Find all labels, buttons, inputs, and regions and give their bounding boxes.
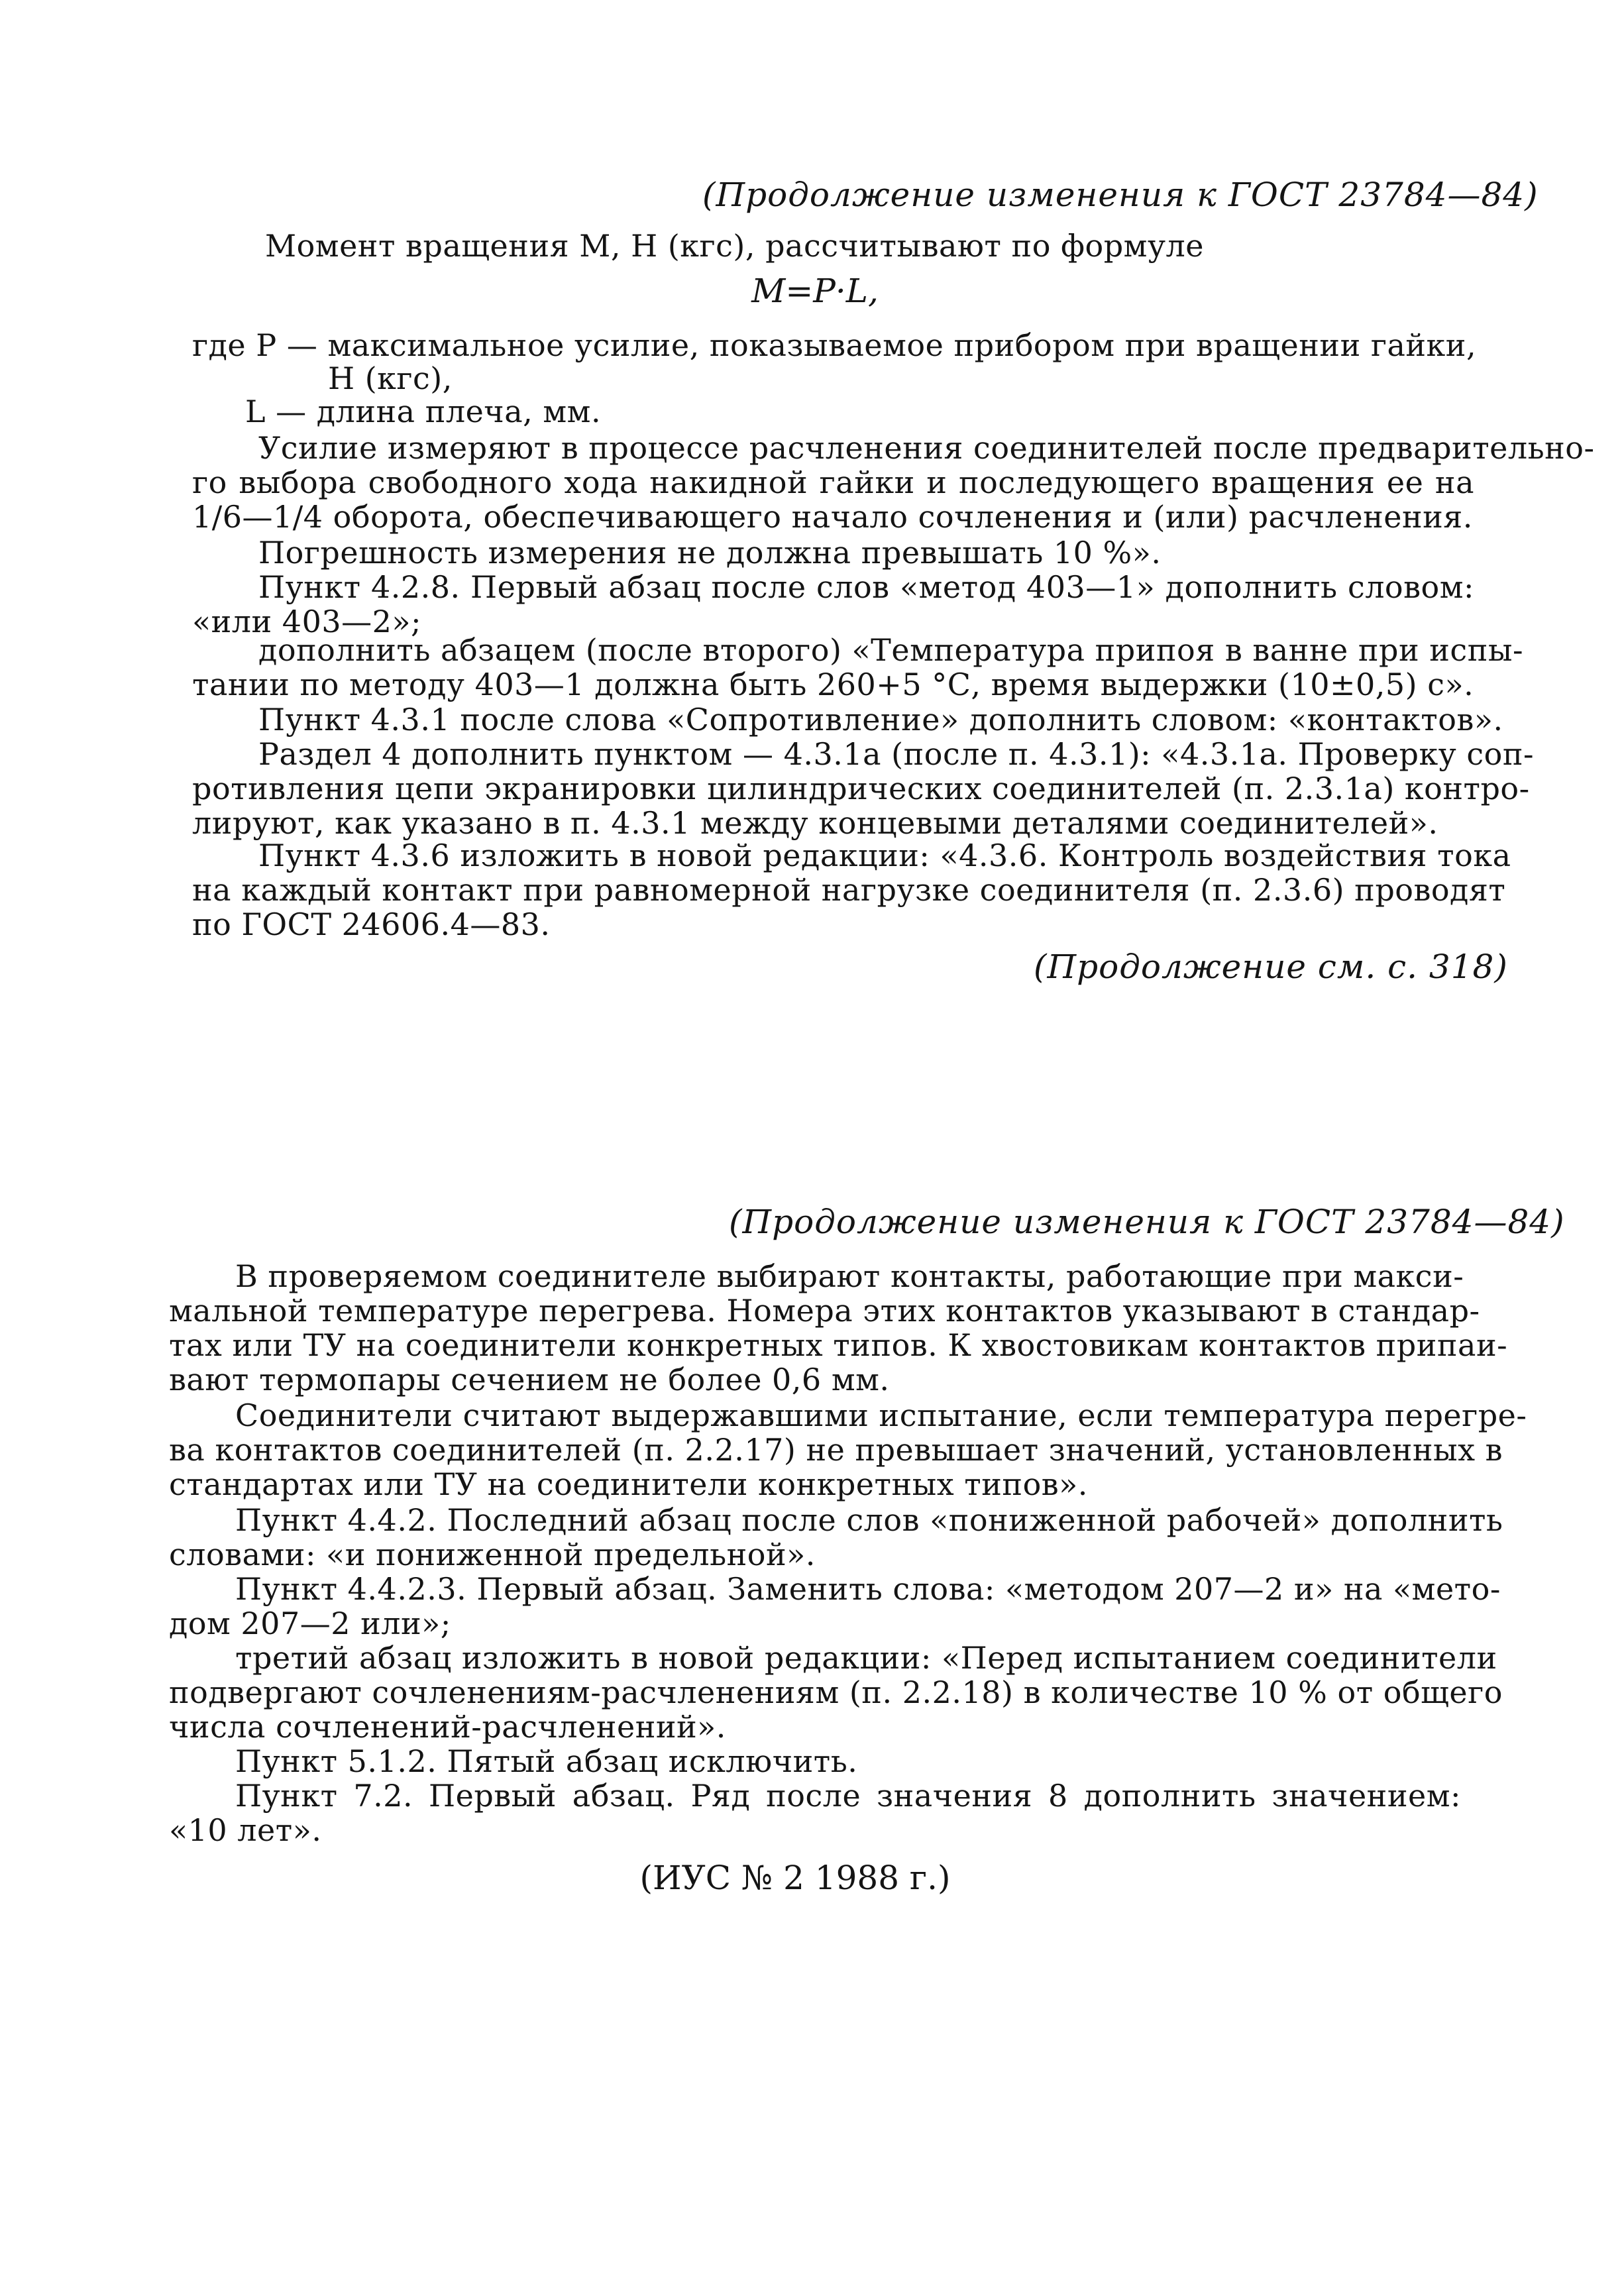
- paragraph-line: Пункт 4.2.8. Первый абзац после слов «метод 403—1» дополнить словом:: [258, 569, 1474, 605]
- paragraph-line: Пункт 4.4.2.3. Первый абзац. Заменить слова: «методом 207—2 и» на «мето-: [235, 1571, 1501, 1607]
- paragraph-line: го выбора свободного хода накидной гайки и последующего вращения ее на: [192, 465, 1474, 500]
- paragraph-line: тании по методу 403—1 должна быть 260+5 °С, время выдержки (10±0,5) с».: [192, 667, 1474, 702]
- paragraph-line: Раздел 4 дополнить пунктом — 4.3.1а (после п. 4.3.1): «4.3.1а. Проверку соп-: [258, 736, 1535, 772]
- paragraph-line: ротивления цепи экранировки цилиндрических соединителей (п. 2.3.1а) контро-: [192, 771, 1530, 806]
- paragraph-line: Усилие измеряют в процессе расчленения соединителей после предварительно-: [258, 430, 1595, 466]
- paragraph-force-measurement: [192, 430, 1595, 535]
- paragraph-line: числа сочленений-расчленений».: [169, 1709, 726, 1745]
- top-continuation-header: (Продолжение изменения к ГОСТ 23784—84): [702, 176, 1539, 214]
- ius-source-note: (ИУС № 2 1988 г.): [639, 1859, 951, 1897]
- paragraph-line: В проверяемом соединителе выбирают контакты, работающие при макси-: [235, 1258, 1464, 1294]
- paragraph-line: Соединители считают выдержавшими испытание, если температура перегре-: [235, 1397, 1527, 1433]
- paragraph-line: мальной температуре перегрева. Номера этих контактов указывают в стандар-: [169, 1293, 1480, 1329]
- paragraph-line: «10 лет».: [169, 1812, 322, 1848]
- paragraph-solder-temperature: [192, 632, 1524, 702]
- paragraph-line: ва контактов соединителей (п. 2.2.17) не превышает значений, установленных в: [169, 1432, 1503, 1468]
- paragraph-item-5-1-2: Пункт 5.1.2. Пятый абзац исключить.: [235, 1743, 858, 1779]
- paragraph-line: словами: «и пониженной предельной».: [169, 1537, 816, 1572]
- paragraph-item-7-2: [169, 1778, 1461, 1847]
- paragraph-line: на каждый контакт при равномерной нагрузке соединителя (п. 2.3.6) проводят: [192, 872, 1506, 908]
- moment-intro: Момент вращения М, Н (кгс), рассчитывают по формуле: [265, 228, 1204, 264]
- paragraph-line: Пункт 4.4.2. Последний абзац после слов «пониженной рабочей» дополнить: [235, 1502, 1503, 1538]
- paragraph-line: тах или ТУ на соединители конкретных типов. К хвостовикам контактов припаи-: [169, 1327, 1508, 1363]
- paragraph-item-4-3-6: [192, 838, 1511, 942]
- paragraph-measurement-error: Погрешность измерения не должна превышать 10 %».: [258, 535, 1162, 571]
- paragraph-line: третий абзац изложить в новой редакции: «Перед испытанием соединители: [235, 1640, 1497, 1676]
- paragraph-item-4-3-1: Пункт 4.3.1 после слова «Сопротивление» дополнить словом: «контактов».: [258, 702, 1503, 738]
- paragraph-line: стандартах или ТУ на соединители конкретных типов».: [169, 1466, 1088, 1502]
- where-l-definition: L — длина плеча, мм.: [245, 394, 602, 429]
- paragraph-line: вают термопары сечением не более 0,6 мм.: [169, 1362, 890, 1397]
- paragraph-item-4-2-8: [192, 570, 1474, 639]
- paragraph-item-4-4-2: [169, 1502, 1503, 1572]
- paragraph-item-4-4-2-3: [169, 1571, 1501, 1641]
- paragraph-line: лируют, как указано в п. 4.3.1 между концевыми деталями соединителей».: [192, 805, 1438, 841]
- bottom-continuation-header: (Продолжение изменения к ГОСТ 23784—84): [729, 1203, 1565, 1241]
- paragraph-line: подвергают сочленениям-расчленениям (п. 2.2.18) в количестве 10 % от общего: [169, 1674, 1503, 1710]
- paragraph-third-abzac: [169, 1640, 1503, 1745]
- paragraph-line: Пункт 7.2. Первый абзац. Ряд после значения 8 дополнить значением:: [235, 1778, 1461, 1814]
- paragraph-line: дом 207—2 или»;: [169, 1606, 451, 1641]
- paragraph-line: дополнить абзацем (после второго) «Температура припоя в ванне при испы-: [258, 632, 1524, 668]
- paragraph-contacts-selection: [169, 1258, 1508, 1397]
- paragraph-line: Пункт 4.3.6 изложить в новой редакции: «4.3.6. Контроль воздействия тока: [258, 838, 1511, 873]
- where-p-units: Н (кгс),: [328, 360, 453, 396]
- where-p-definition: где P — максимальное усилие, показываемое прибором при вращении гайки,: [192, 327, 1477, 363]
- paragraph-section-4-addition: [192, 736, 1535, 841]
- continuation-see-page: (Продолжение см. с. 318): [1034, 948, 1508, 986]
- moment-formula: M=P·L,: [751, 272, 879, 310]
- paragraph-test-passed: [169, 1397, 1527, 1502]
- paragraph-line: 1/6—1/4 оборота, обеспечивающего начало сочленения и (или) расчленения.: [192, 499, 1473, 535]
- paragraph-line: по ГОСТ 24606.4—83.: [192, 906, 551, 942]
- paragraph-line: «или 403—2»;: [192, 604, 422, 639]
